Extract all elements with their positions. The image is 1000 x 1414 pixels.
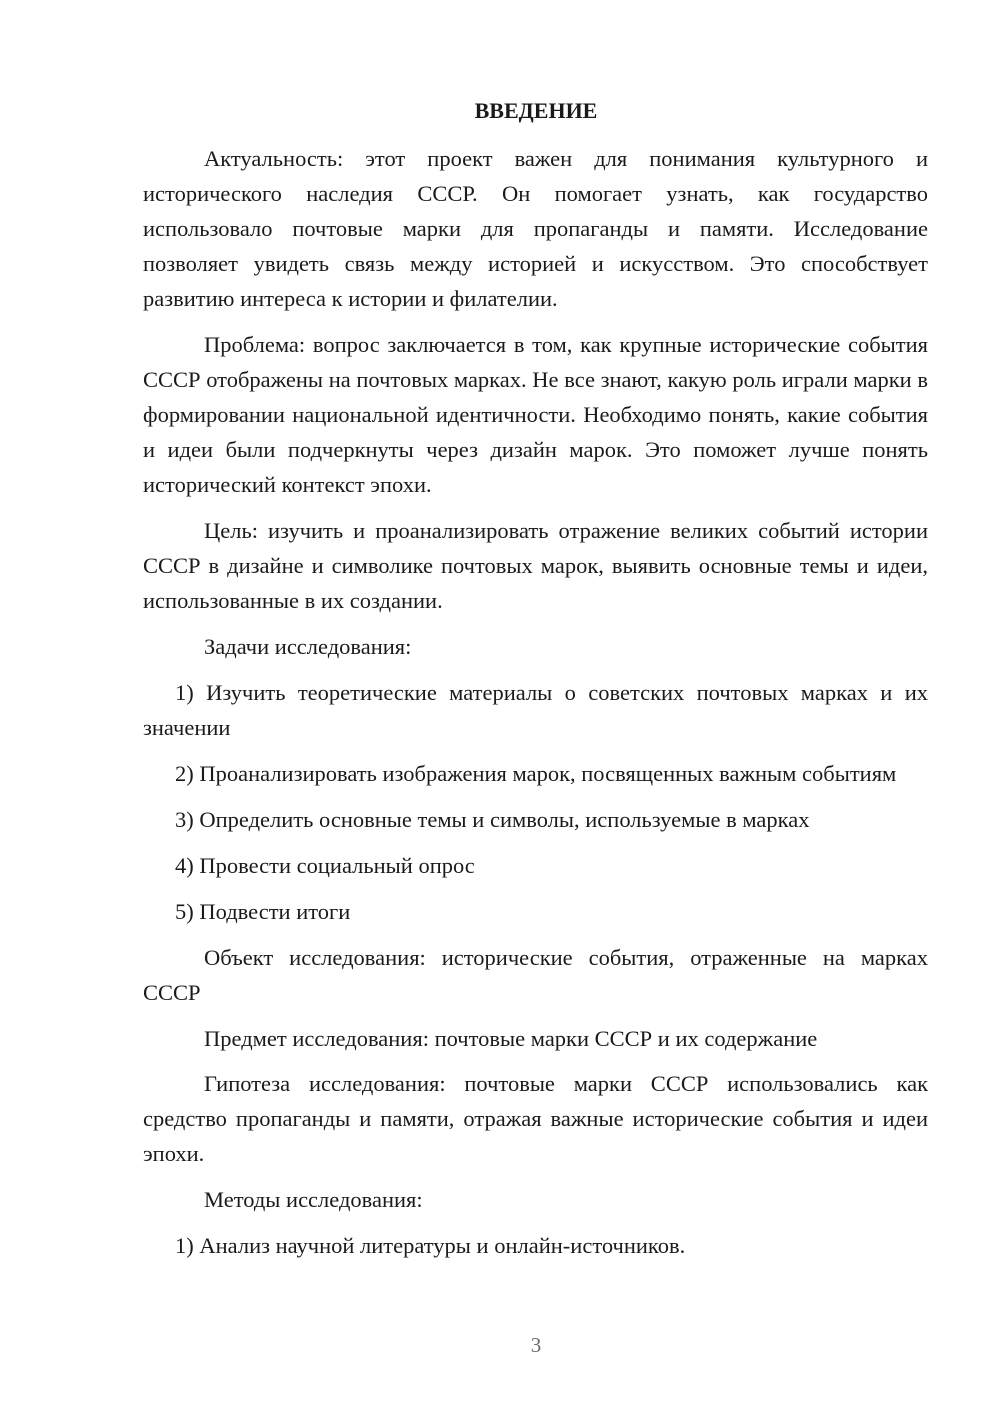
task-item: 2) Проанализировать изображения марок, посвященных важным событиям [175, 761, 897, 786]
task-item: 4) Провести социальный опрос [175, 853, 475, 878]
method-item: 1) Анализ научной литературы и онлайн-источников. [175, 1233, 686, 1258]
task-item: 1) Изучить теоретические материалы о советских почтовых марках и их значении [143, 680, 928, 740]
task-item: 3) Определить основные темы и символы, используемые в марках [175, 807, 810, 832]
document-body [143, 141, 928, 1263]
problem-paragraph: Проблема: вопрос заключается в том, как крупные исторические события СССР отображены на почтовых марках. Не все знают, какую роль играли марки в формировании национальной идентичности. Необходимо понять, какие события и идеи были подчеркнуты через дизайн марок. Это поможет лучше понять исторический контекст эпохи. [143, 332, 928, 497]
subject-paragraph: Предмет исследования: почтовые марки СССР и их содержание [204, 1026, 818, 1051]
page-number: 3 [530, 1333, 542, 1357]
object-paragraph: Объект исследования: исторические события, отраженные на марках СССР [143, 945, 928, 1005]
hypothesis-paragraph: Гипотеза исследования: почтовые марки СССР использовались как средство пропаганды и памяти, отражая важные исторические события и идеи эпохи. [143, 1071, 928, 1166]
relevance-paragraph: Актуальность: этот проект важен для понимания культурного и исторического наследия СССР. Он помогает узнать, как государство использовало почтовые марки для пропаганды и памяти. Исследование позволяет увидеть связь между историей и искусством. Это способствует развитию интереса к истории и филателии. [143, 146, 928, 311]
tasks-heading: Задачи исследования: [204, 634, 412, 659]
page-title: ВВЕДЕНИЕ [474, 98, 598, 123]
methods-heading: Методы исследования: [204, 1187, 423, 1212]
task-item: 5) Подвести итоги [175, 899, 351, 924]
goal-paragraph: Цель: изучить и проанализировать отражение великих событий истории СССР в дизайне и символике почтовых марок, выявить основные темы и идеи, использованные в их создании. [143, 518, 928, 613]
